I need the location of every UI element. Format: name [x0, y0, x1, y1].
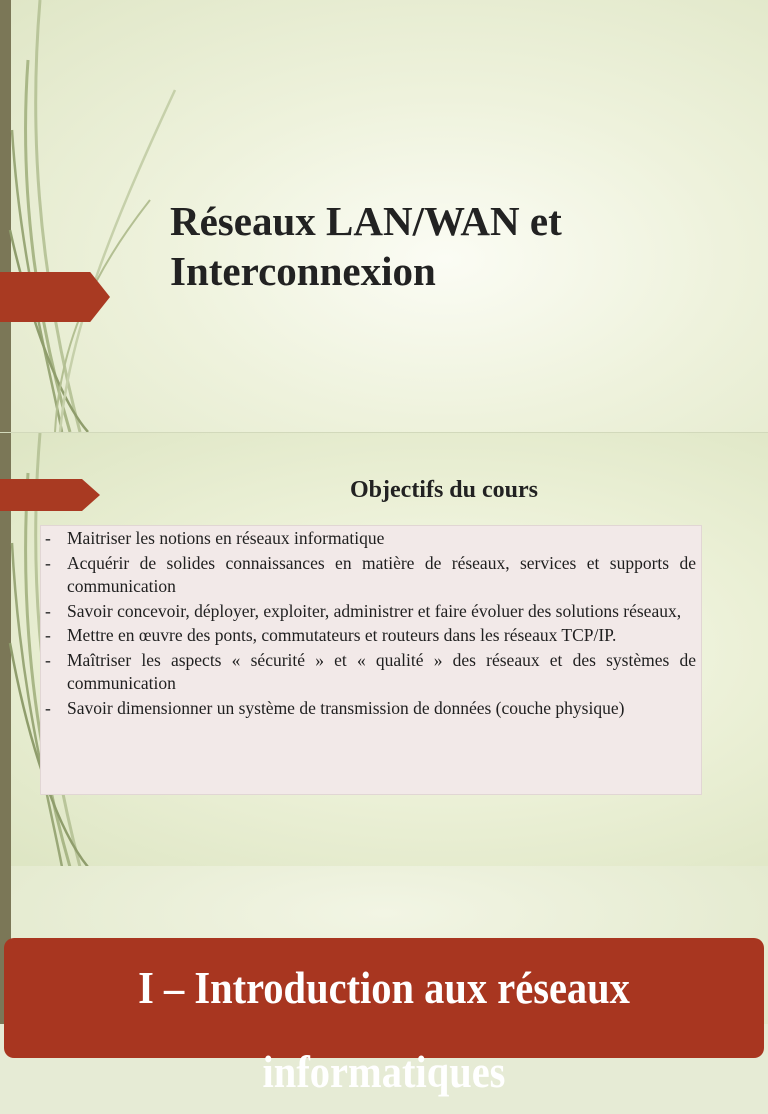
list-item: - Acquérir de solides connaissances en matière de réseaux, services et supports de communication: [45, 552, 696, 596]
list-item: - Savoir dimensionner un système de transmission de données (couche physique): [41, 697, 696, 721]
bullet-dash: -: [45, 528, 51, 548]
list-item: - Maitriser les notions en réseaux informatique: [41, 527, 696, 551]
bullet-dash: -: [45, 649, 51, 670]
bullet-dash: -: [45, 552, 51, 573]
slide-title-heading: Réseaux LAN/WAN et Interconnexion: [170, 198, 562, 294]
slide-title: [0, 0, 768, 432]
bullet-dash: -: [45, 625, 51, 645]
list-item: - Mettre en œuvre des ponts, commutateurs et routeurs dans les réseaux TCP/IP.: [41, 624, 696, 648]
section-banner: [4, 938, 764, 1097]
list-item: - Savoir concevoir, déployer, exploiter, administrer et faire évoluer des solutions réseaux,: [41, 600, 696, 624]
list-item: - Maîtriser les aspects « sécurité » et « qualité » des réseaux et des systèmes de communication: [45, 649, 696, 693]
bullet-dash: -: [45, 697, 51, 718]
objectives-heading: Objectifs du cours: [350, 477, 538, 503]
red-arrow-marker: [0, 272, 110, 322]
objectives-box: [40, 525, 702, 795]
objectives-list: [41, 527, 696, 720]
section-title: I – Introduction aux réseaux informatiques: [138, 962, 630, 1097]
bullet-dash: -: [45, 600, 51, 621]
